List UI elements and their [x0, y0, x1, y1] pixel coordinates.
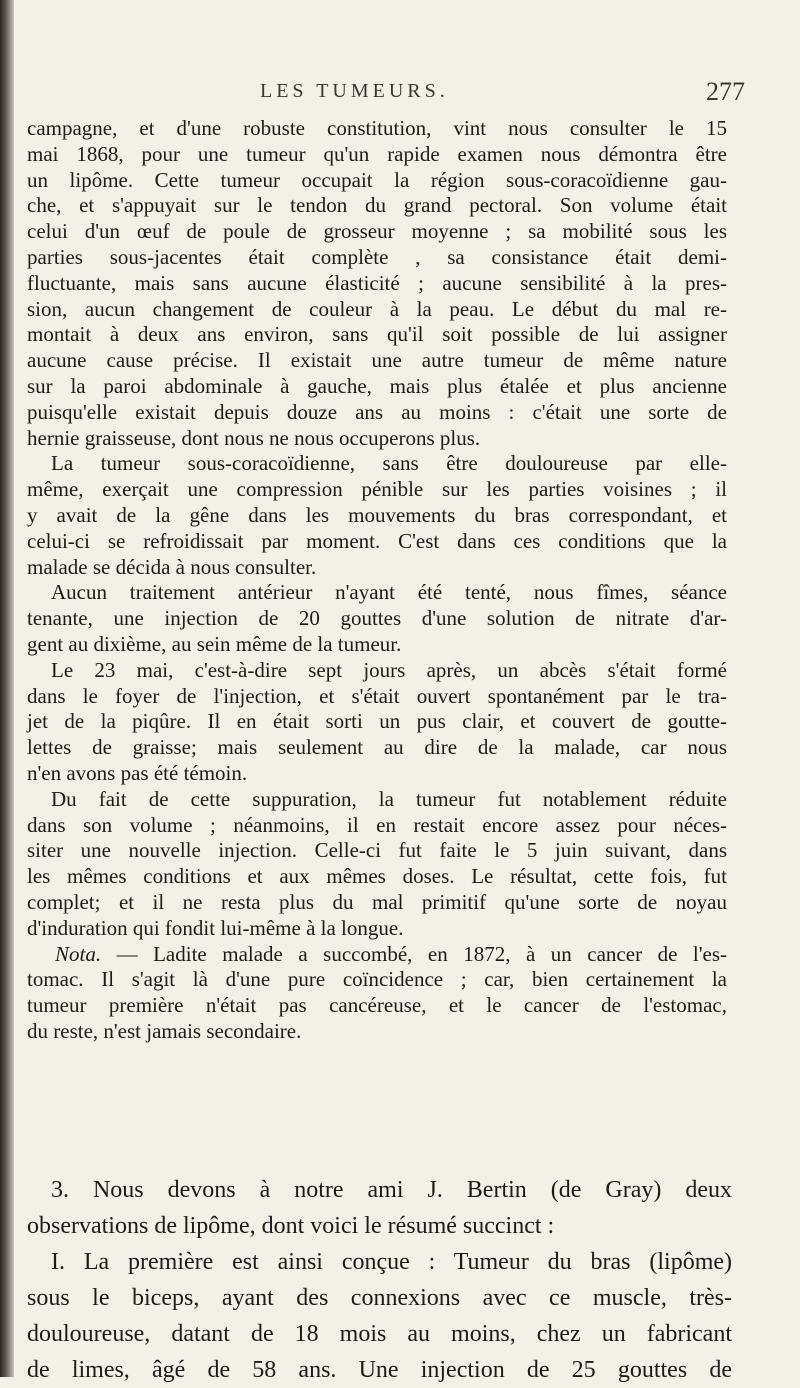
text-line: du reste, n'est jamais secondaire. [27, 1018, 302, 1043]
text-line: campagne, et d'une robuste constitution, vint nous consulter le 15 [27, 116, 727, 140]
text-line: parties sous-jacentes était complète , sa consistance était demi- [27, 244, 727, 269]
text-line: jet de la piqûre. Il en était sorti un pus clair, et couvert de goutte- [27, 709, 727, 734]
text-line: observations de lipôme, dont voici le résumé succinct : [27, 1213, 555, 1239]
text-line: les mêmes conditions et aux mêmes doses. Le résultat, cette fois, fut [27, 864, 727, 889]
text-line: che, et s'appuyait sur le tendon du grand pectoral. Son volume était [27, 193, 727, 218]
book-binding-edge [0, 0, 14, 1377]
text-line: tenante, une injection de 20 gouttes d'une solution de nitrate d'ar- [27, 606, 727, 631]
text-line: fluctuante, mais sans aucune élasticité ; aucune sensibilité à la pres- [27, 270, 727, 295]
text-line: siter une nouvelle injection. Celle-ci fut faite le 5 juin suivant, dans [27, 838, 727, 863]
text-line: Le 23 mai, c'est-à-dire sept jours après, un abcès s'était formé [51, 657, 727, 682]
text-line: Du fait de cette suppuration, la tumeur fut notablement réduite [51, 786, 727, 811]
text-line: 3. Nous devons à notre ami J. Bertin (de Gray) deux [51, 1177, 732, 1203]
body-text [27, 116, 727, 1045]
text-line: sous le biceps, ayant des connexions avec ce muscle, très- [27, 1285, 732, 1311]
nota-line [27, 942, 727, 968]
text-line: gent au dixième, au sein même de la tumeur. [27, 631, 402, 656]
text-line: dans le foyer de l'injection, et s'était ouvert spontanément par le tra- [27, 683, 727, 708]
text-line: celui-ci se refroidissait par moment. C'est dans ces conditions que la [27, 528, 727, 553]
text-line: tomac. Il s'agit là d'une pure coïncidence ; car, bien certainement la [27, 967, 727, 992]
text-line: mai 1868, pour une tumeur qu'un rapide examen nous démontra être [27, 141, 727, 166]
text-line: malade se décida à nous consulter. [27, 554, 317, 579]
book-page [14, 0, 800, 1383]
text-line: complet; et il ne resta plus du mal primitif qu'une sorte de noyau [27, 889, 727, 914]
text-line: La tumeur sous-coracoïdienne, sans être douloureuse par elle- [51, 451, 727, 476]
text-line: un lipôme. Cette tumeur occupait la région sous-coracoïdienne gau- [27, 167, 727, 192]
text-line: puisqu'elle existait depuis douze ans au moins : c'était une sorte de [27, 399, 727, 424]
nota-text: — Ladite malade a succombé, en 1872, à un cancer de l'es- [101, 941, 727, 966]
text-line: lettes de graisse; mais seulement au dire de la malade, car nous [27, 735, 727, 760]
text-line: montait à deux ans environ, sans qu'il soit possible de lui assigner [27, 322, 727, 347]
text-line: même, exerçait une compression pénible sur les parties voisines ; il [27, 477, 727, 502]
text-line: tumeur première n'était pas cancéreuse, et le cancer de l'estomac, [27, 993, 727, 1018]
text-line: d'induration qui fondit lui-même à la longue. [27, 915, 404, 940]
text-line: de limes, âgé de 58 ans. Une injection de 25 gouttes de [27, 1357, 732, 1383]
text-line: celui d'un œuf de poule de grosseur moyenne ; sa mobilité sous les [27, 219, 727, 244]
text-line: aucune cause précise. Il existait une autre tumeur de même nature [27, 348, 727, 373]
page-number: 277 [706, 77, 745, 106]
text-line: sion, aucun changement de couleur à la peau. Le début du mal re- [27, 296, 727, 321]
text-line: hernie graisseuse, dont nous ne nous occuperons plus. [27, 425, 481, 450]
running-title: LES TUMEURS. [260, 80, 449, 102]
text-line: dans son volume ; néanmoins, il en restait encore assez pour néces- [27, 812, 727, 837]
section-3-text [27, 1172, 732, 1388]
text-line: n'en avons pas été témoin. [27, 760, 248, 785]
text-line: I. La première est ainsi conçue : Tumeur du bras (lipôme) [51, 1249, 732, 1275]
text-line: y avait de la gêne dans les mouvements du bras correspondant, et [27, 502, 727, 527]
nota-label: Nota. [55, 941, 102, 966]
text-line: douloureuse, datant de 18 mois au moins, chez un fabricant [27, 1321, 732, 1347]
page-header [14, 77, 800, 110]
text-line: sur la paroi abdominale à gauche, mais plus étalée et plus ancienne [27, 373, 727, 398]
text-line: Aucun traitement antérieur n'ayant été tenté, nous fîmes, séance [51, 580, 727, 605]
